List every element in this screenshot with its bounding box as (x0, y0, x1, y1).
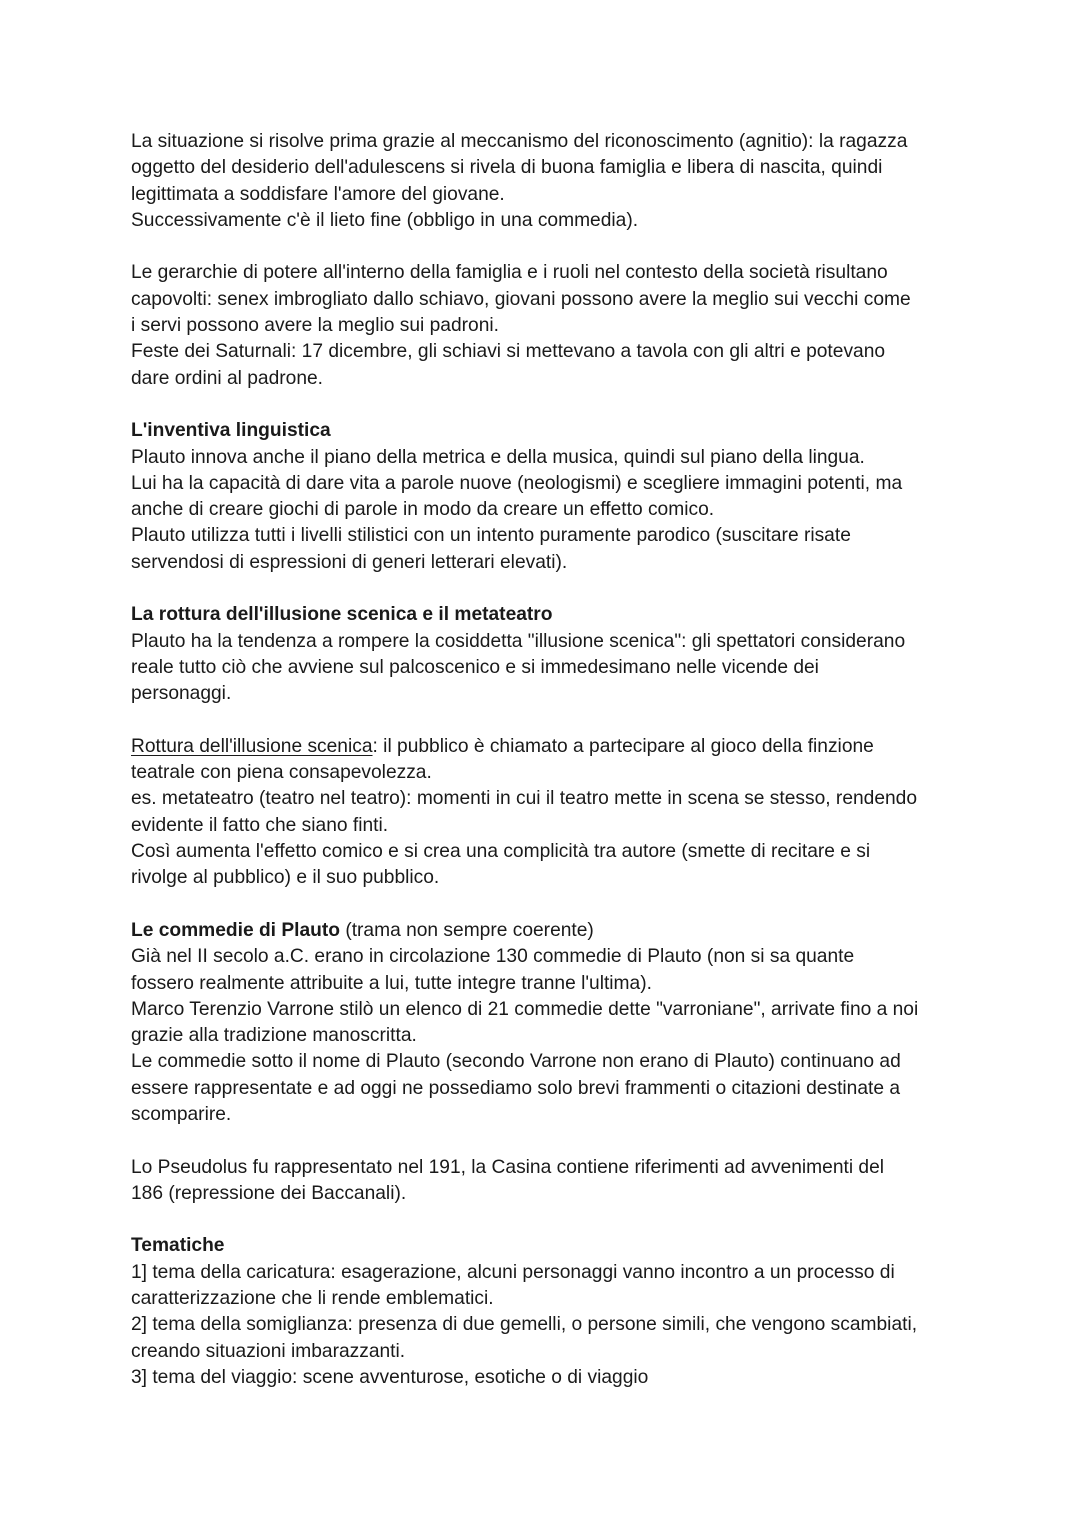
text-line: 2] tema della somiglianza: presenza di due gemelli, o persone simili, che vengono scambiati, (131, 1314, 918, 1336)
text-line: anche di creare giochi di parole in modo da creare un effetto comico. (131, 499, 715, 521)
section-heading: Tematiche (131, 1235, 225, 1257)
text-line (131, 734, 961, 760)
text-line: creando situazioni imbarazzanti. (131, 1340, 406, 1362)
text-line: grazie alla tradizione manoscritta. (131, 1025, 417, 1047)
section-heading: Le commedie di Plauto (131, 919, 340, 941)
text-line: La situazione si risolve prima grazie al meccanismo del riconoscimento (agnitio): la ragazza (131, 131, 908, 152)
text-line: Plauto utilizza tutti i livelli stilistici con un intento puramente parodico (suscitare risate (131, 525, 851, 547)
text-line: capovolti: senex imbrogliato dallo schiavo, giovani possono avere la meglio sui vecchi come (131, 288, 911, 310)
text-line: personaggi. (131, 683, 232, 705)
text-line: Successivamente c'è il lieto fine (obbligo in una commedia). (131, 209, 639, 231)
text-line: legittimata a soddisfare l'amore del giovane. (131, 183, 505, 205)
text-line: Plauto ha la tendenza a rompere la cosiddetta "illusione scenica": gli spettatori considerano (131, 630, 906, 652)
text-line: 186 (repressione dei Baccanali). (131, 1182, 407, 1204)
heading-note: (trama non sempre coerente) (339, 919, 594, 941)
text-line: essere rappresentate e ad oggi ne possediamo solo brevi frammenti o citazioni destinate a (131, 1077, 901, 1099)
text-line: Plauto innova anche il piano della metrica e della musica, quindi sul piano della lingua. (131, 446, 865, 468)
text-line: i servi possono avere la meglio sui padroni. (131, 315, 499, 337)
section-commedie (131, 918, 961, 1207)
text-line: fossero realmente attribuite a lui, tutte integre tranne l'ultima). (131, 972, 652, 994)
paragraph-gerarchie (131, 260, 961, 391)
text-line: oggetto del desiderio dell'adulescens si rivela di buona famiglia e libera di nascita, quindi (131, 157, 883, 179)
text-line: Feste dei Saturnali: 17 dicembre, gli schiavi si mettevano a tavola con gli altri e potevano (131, 341, 886, 363)
text-line: reale tutto ciò che avviene sul palcoscenico e si immedesimano nelle vicende dei (131, 656, 819, 678)
document-page (131, 129, 961, 1391)
paragraph-agnitio (131, 129, 961, 234)
text-line: scomparire. (131, 1103, 232, 1125)
section-inventiva-linguistica (131, 418, 961, 576)
text-span: : il pubblico è chiamato a partecipare al gioco della finzione (372, 735, 874, 757)
text-line: 3] tema del viaggio: scene avventurose, esotiche o di viaggio (131, 1366, 649, 1388)
text-line: es. metateatro (teatro nel teatro): momenti in cui il teatro mette in scena se stesso, rendendo (131, 788, 918, 810)
text-line: teatrale con piena consapevolezza. (131, 762, 432, 784)
text-line: Lui ha la capacità di dare vita a parole nuove (neologismi) e scegliere immagini potenti, ma (131, 472, 903, 494)
text-line: Lo Pseudolus fu rappresentato nel 191, la Casina contiene riferimenti ad avvenimenti del (131, 1156, 885, 1178)
text-line: dare ordini al padrone. (131, 367, 324, 389)
text-line: Già nel II secolo a.C. erano in circolazione 130 commedie di Plauto (non si sa quante (131, 946, 855, 968)
text-line: Le commedie sotto il nome di Plauto (secondo Varrone non erano di Plauto) continuano ad (131, 1051, 901, 1073)
section-heading-line (131, 918, 961, 944)
text-line: caratterizzazione che li rende emblematici. (131, 1288, 494, 1310)
underlined-term: Rottura dell'illusione scenica (131, 735, 373, 757)
text-line: 1] tema della caricatura: esagerazione, alcuni personaggi vanno incontro a un processo di (131, 1261, 895, 1283)
text-line: Le gerarchie di potere all'interno della famiglia e i ruoli nel contesto della società risultano (131, 262, 888, 284)
section-heading: La rottura dell'illusione scenica e il metateatro (131, 604, 553, 626)
section-heading: L'inventiva linguistica (131, 420, 331, 442)
section-tematiche (131, 1233, 961, 1391)
text-line: servendosi di espressioni di generi letterari elevati). (131, 551, 568, 573)
text-line: Marco Terenzio Varrone stilò un elenco di 21 commedie dette "varroniane", arrivate fino a noi (131, 998, 919, 1020)
section-metateatro (131, 602, 961, 891)
text-line: Così aumenta l'effetto comico e si crea una complicità tra autore (smette di recitare e si (131, 841, 871, 863)
text-line: evidente il fatto che siano finti. (131, 814, 389, 836)
text-line: rivolge al pubblico) e il suo pubblico. (131, 867, 440, 889)
